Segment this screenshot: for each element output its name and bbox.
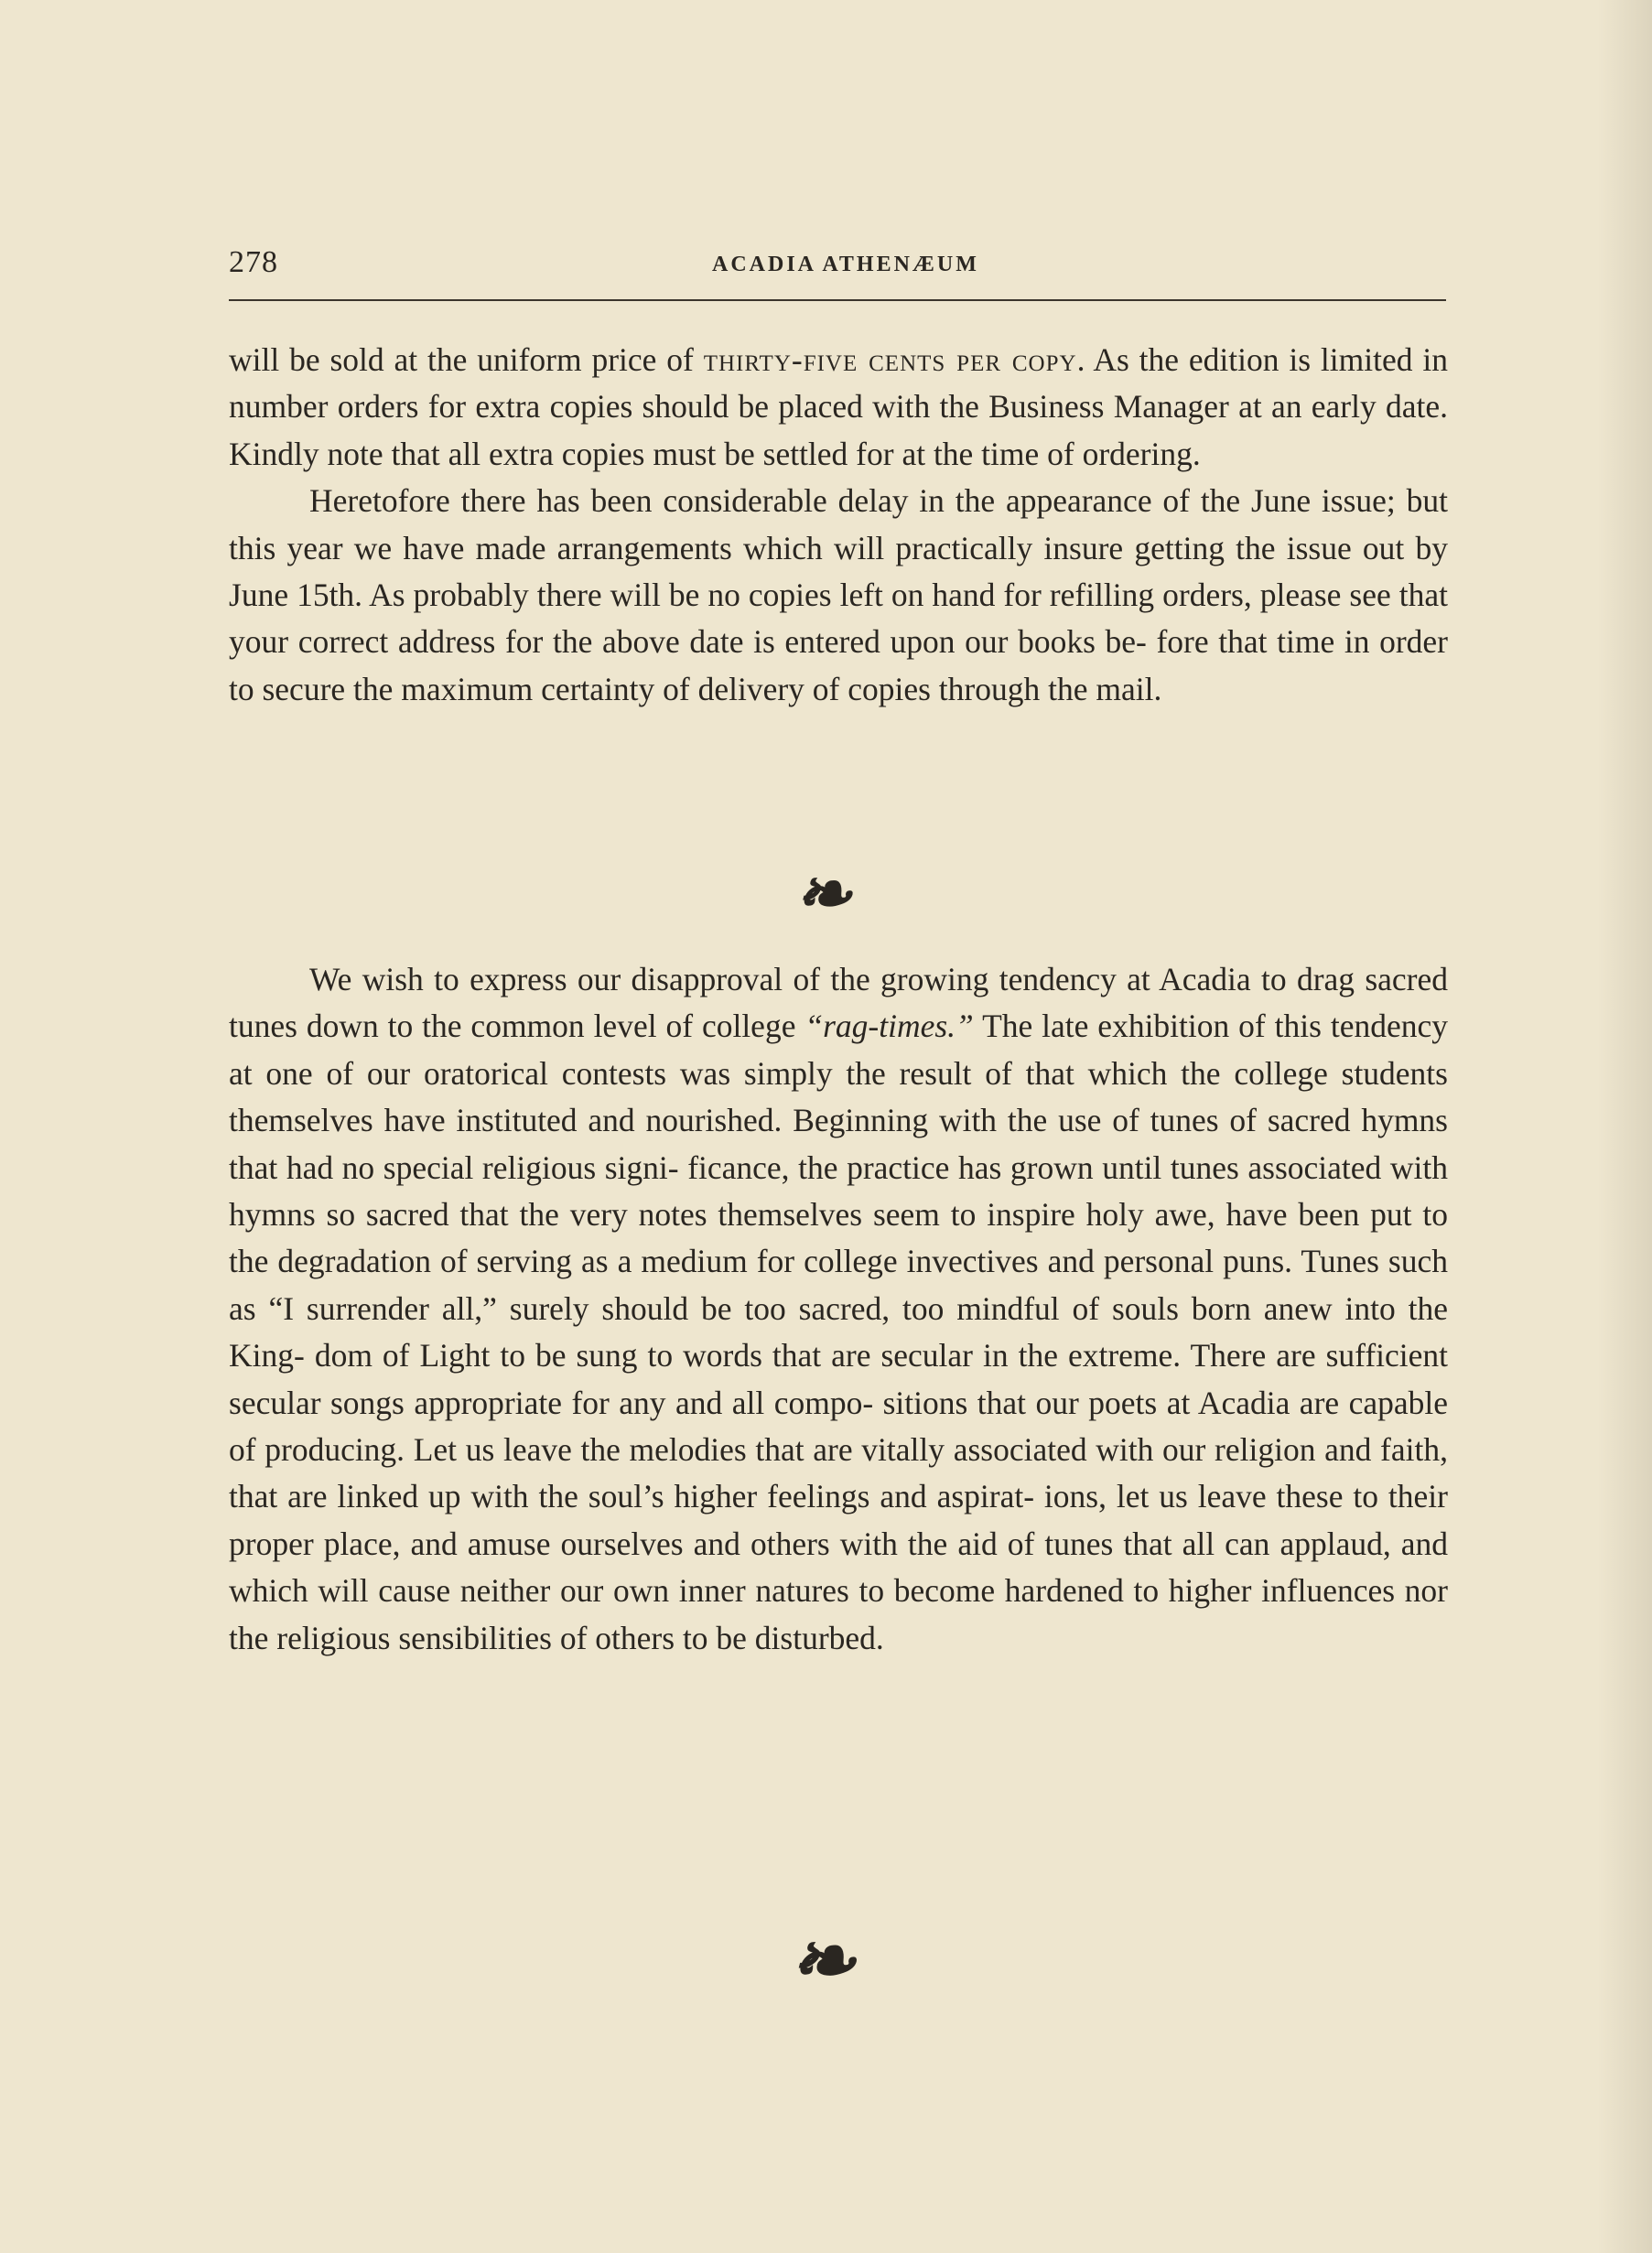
running-head xyxy=(229,245,1446,289)
journal-title: ACADIA ATHENÆUM xyxy=(712,253,979,276)
price-smallcaps: thirty-five cents per copy xyxy=(703,341,1077,378)
fleuron-ornament-icon: ❧ xyxy=(789,1914,856,2007)
header-rule xyxy=(229,299,1446,301)
fleuron-ornament-icon: ❧ xyxy=(794,855,852,933)
paragraph-june-issue: Heretofore there has been considerable delay in the appearance of the June issue; but this year we have made arrangements which will practically insure getting the issue out by June 15th. As probably there will be no copies left on hand for refilling orders, please see that your correct address for the above date is entered upon our books be- fore that time in order to secure the maximum certainty of delivery of copies through the mail. xyxy=(229,482,1448,707)
paragraph-sacred-tunes: We wish to express our disapproval of the growing tendency at Acadia to drag sacred tunes down to the common level of college “rag-times.” The late exhibition of this tendency at one of our oratorical contests was simply the result of that which the college students themselves have instituted and nourished. Beginning with the use of tunes of sacred hymns that had no special religious signi- ficance, the practice has grown until tunes associated with hymns so sacred that the very notes themselves seem to inspire holy awe, have been put to the degradation of serving as a medium for college invectives and personal puns. Tunes such as “I surrender all,” surely should be too sacred, too mindful of souls born anew into the King- dom of Light to be sung to words that are secular in the extreme. There are sufficient secular songs appropriate for any and all compo- sitions that our poets at Acadia are capable of producing. Let us leave the melodies that are vitally associated with our religion and faith, that are linked up with the soul’s higher feelings and aspirat- ions, let us leave these to their proper place, and amuse ourselves and others with the aid of tunes that all can applaud, and which will cause neither our own inner natures to become hardened to higher influences nor the religious sensibilities of others to be disturbed. xyxy=(229,961,1448,1656)
page-edge-shadow xyxy=(1597,0,1652,2253)
page-number: 278 xyxy=(229,245,278,279)
editorial-section xyxy=(229,956,1448,1662)
notice-section xyxy=(229,337,1448,713)
rag-times-italic: “rag-times.” xyxy=(804,1008,974,1045)
paragraph-price-notice: will be sold at the uniform price of thirty-five cents per copy. As the edition is limited in number orders for extra copies should be placed with the Business Manager at an early date. Kindly note that all extra copies must be settled for at the time of ordering. xyxy=(229,341,1448,472)
